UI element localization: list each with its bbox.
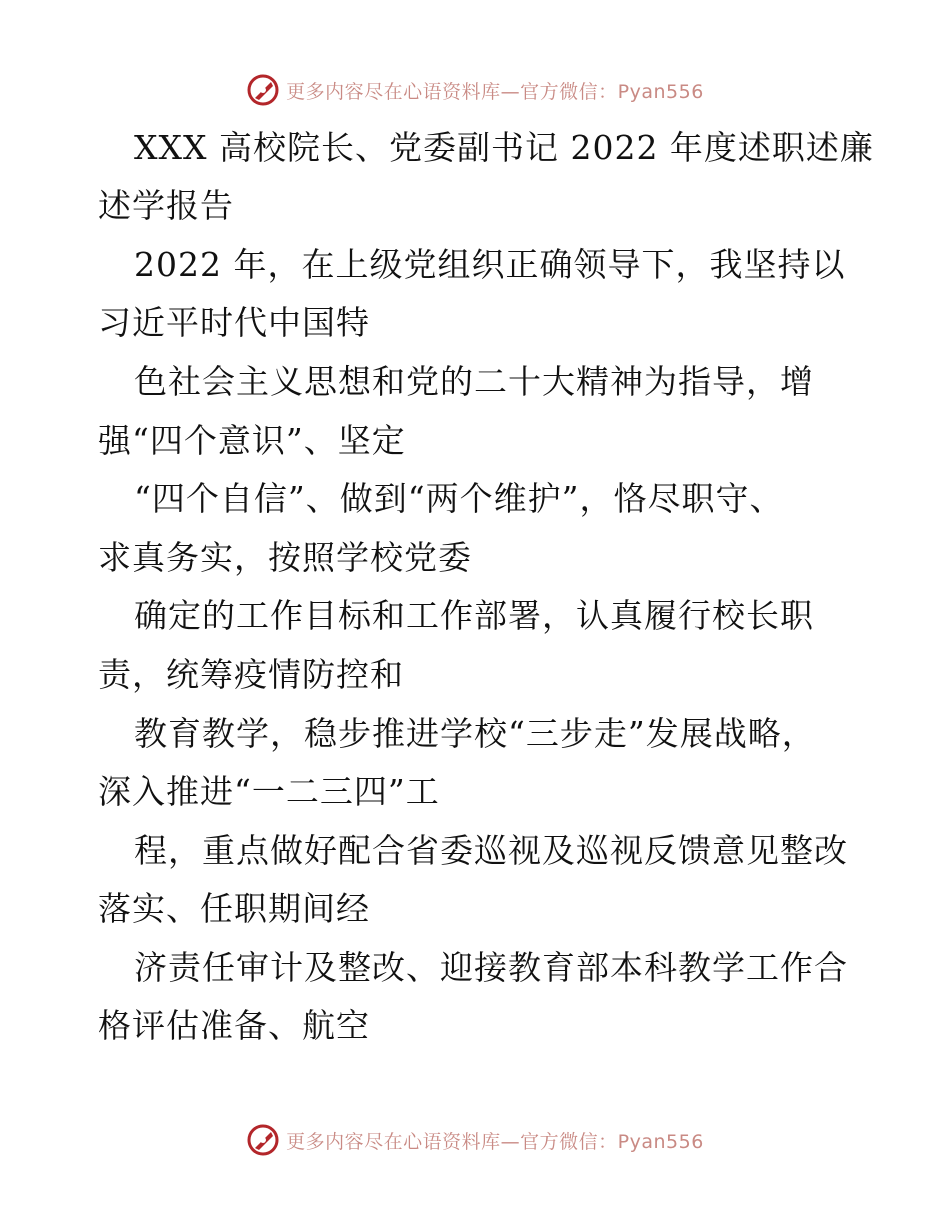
- title-line: 述学报告: [98, 186, 234, 225]
- watermark-text: 更多内容尽在心语资料库—官方微信：Pyan556: [286, 80, 704, 103]
- paragraph-line: 程，重点做好配合省委巡视及巡视反馈意见整改: [134, 831, 848, 870]
- header-watermark: [0, 70, 950, 110]
- watermark-text: 更多内容尽在心语资料库—官方微信：Pyan556: [286, 1130, 704, 1153]
- paragraph-line: 2022 年，在上级党组织正确领导下，我坚持以: [134, 245, 846, 284]
- footer-watermark: [0, 1120, 950, 1160]
- paragraph-line: 确定的工作目标和工作部署，认真履行校长职: [134, 596, 814, 635]
- paragraph-line: 教育教学，稳步推进学校“三步走”发展战略，: [134, 714, 816, 753]
- paragraph-line: 落实、任职期间经: [98, 889, 370, 928]
- paragraph-line: 深入推进“一二三四”工: [98, 772, 440, 811]
- quill-logo-icon: [246, 1123, 280, 1157]
- title-line: XXX 高校院长、党委副书记 2022 年度述职述廉: [134, 128, 874, 167]
- paragraph-line: 习近平时代中国特: [98, 303, 370, 342]
- paragraph-line: 色社会主义思想和党的二十大精神为指导，增: [134, 362, 814, 401]
- paragraph-line: 求真务实，按照学校党委: [98, 538, 472, 577]
- paragraph-line: 格评估准备、航空: [98, 1006, 370, 1045]
- paragraph-line: “四个自信”、做到“两个维护”，恪尽职守、: [134, 479, 784, 518]
- paragraph-line: 责，统筹疫情防控和: [98, 655, 404, 694]
- quill-logo-icon: [246, 73, 280, 107]
- paragraph-line: 济责任审计及整改、迎接教育部本科教学工作合: [134, 948, 848, 987]
- paragraph-line: 强“四个意识”、坚定: [98, 421, 406, 460]
